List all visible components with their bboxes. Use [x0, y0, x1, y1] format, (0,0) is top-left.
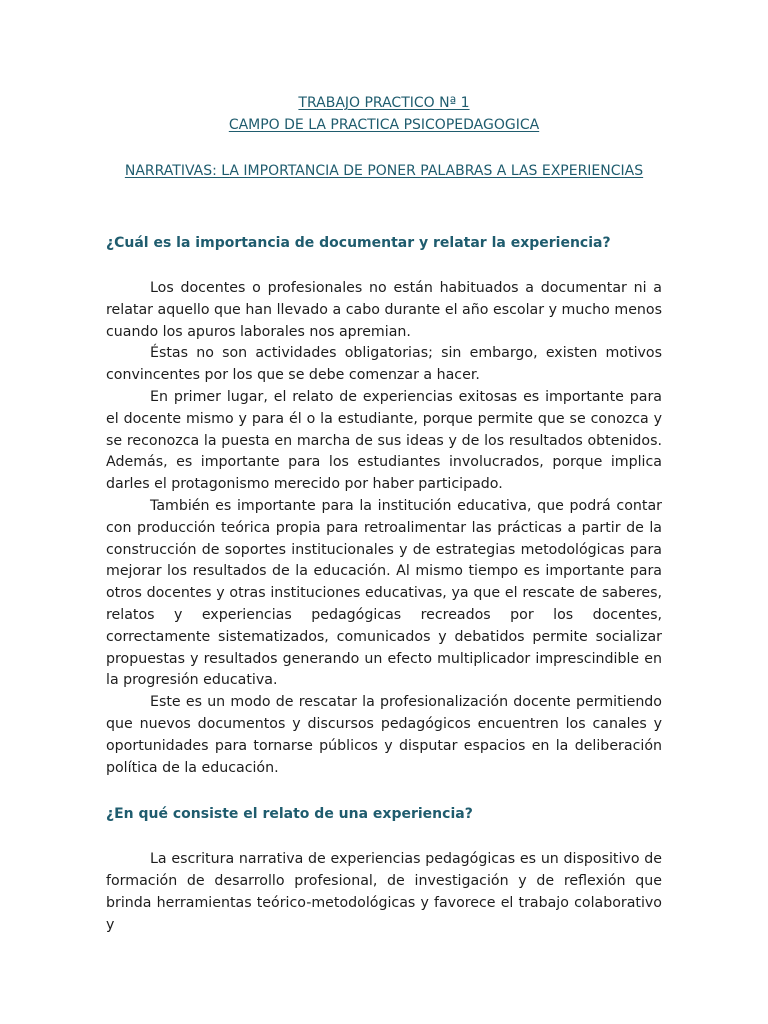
document-subtitle: NARRATIVAS: LA IMPORTANCIA DE PONER PALABRAS A LAS EXPERIENCIAS: [124, 163, 644, 179]
section-body-relato: [106, 849, 662, 936]
paragraph: También es importante para la institución educativa, que podrá contar con producción teórica propia para retroalimentar las prácticas a partir de la construcción de soportes institucionales y de estrategias metodológicas para mejorar los resultados de la educación. Al mismo tiempo es importante para otros docentes y otras instituciones educativas, ya que el rescate de saberes, relatos y experiencias pedagógicas recreados por los docentes, correctamente sistematizados, comunicados y debatidos permite socializar propuestas y resultados generando un efecto multiplicador imprescindible en la progresión educativa.: [106, 497, 662, 689]
title-block: [106, 92, 662, 136]
document-title: TRABAJO PRACTICO Nª 1: [298, 95, 470, 111]
section-heading-relato: ¿En qué consiste el relato de una experiencia?: [106, 806, 473, 823]
section-heading-importance: ¿Cuál es la importancia de documentar y relatar la experiencia?: [106, 235, 611, 251]
paragraph: Los docentes o profesionales no están habituados a documentar ni a relatar aquello que han llevado a cabo durante el año escolar y mucho menos cuando los apuros laborales nos apremian.: [106, 280, 662, 340]
paragraph: Este es un modo de rescatar la profesionalización docente permitiendo que nuevos documentos y discursos pedagógicos encuentren los canales y oportunidades para tornarse públicos y disputar espacios en la deliberación política de la educación.: [106, 694, 662, 776]
document-title-subject: CAMPO DE LA PRACTICA PSICOPEDAGOGICA: [228, 117, 540, 133]
paragraph: Éstas no son actividades obligatorias; sin embargo, existen motivos convincentes por los que se debe comenzar a hacer.: [106, 345, 662, 384]
section-body-importance: [106, 278, 662, 779]
paragraph: En primer lugar, el relato de experiencias exitosas es importante para el docente mismo y para él o la estudiante, porque permite que se conozca y se reconozca la puesta en marcha de sus ideas y de los resultados obtenidos. Además, es importante para los estudiantes involucrados, porque implica darles el protagonismo merecido por haber participado.: [106, 388, 662, 493]
paragraph: La escritura narrativa de experiencias pedagógicas es un dispositivo de formación de desarrollo profesional, de investigación y de reflexión que brinda herramientas teórico-metodológicas y favorece el trabajo colaborativo y: [106, 851, 662, 933]
